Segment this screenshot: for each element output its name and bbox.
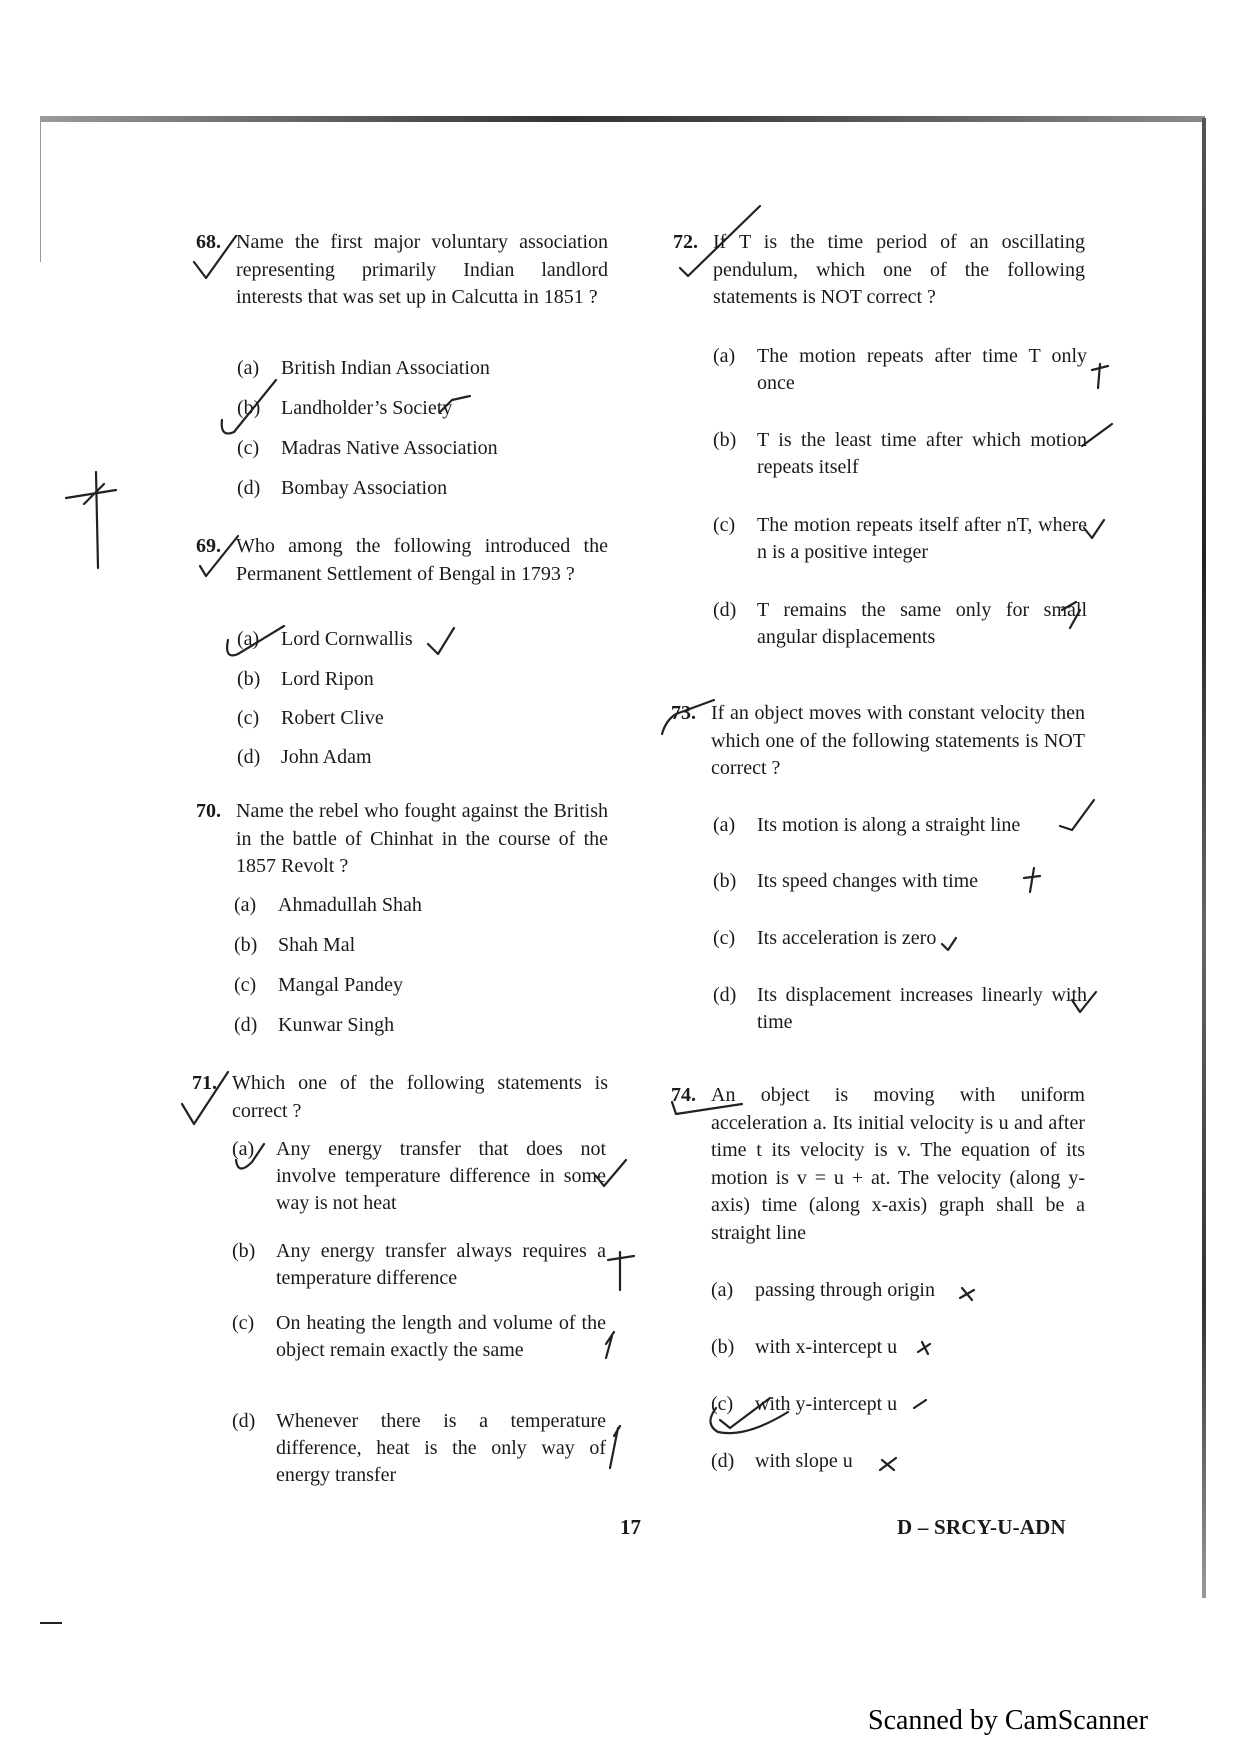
option-label: (a) (237, 628, 260, 650)
option-text: The motion repeats itself after nT, where n is a positive integer (757, 514, 1087, 563)
question-stem: An object is moving with uniform acceleration a. Its initial velocity is u and after time t its velocity is v. The equation of its motion is v = u + at. The velocity (along y-axis) time (along x-axis) graph shall be a straight line (711, 1084, 1085, 1244)
cross-mark-72a (1092, 364, 1108, 388)
question-72 (673, 229, 1085, 312)
cross-mark-71c (606, 1332, 614, 1358)
option-text: Bombay Association (281, 477, 448, 499)
option-text: Any energy transfer always requires a temperature difference (276, 1240, 606, 1289)
question-68 (196, 229, 608, 312)
option-text: Mangal Pandey (278, 974, 403, 996)
cross-mark-margin (66, 472, 116, 568)
question-number: 69. (196, 535, 221, 557)
option-label: (a) (232, 1138, 255, 1160)
question-number: 68. (196, 231, 221, 253)
question-number: 70. (196, 800, 221, 822)
option-label: (c) (713, 927, 736, 949)
question-number: 74. (671, 1084, 696, 1106)
left-page-edge (40, 122, 41, 262)
option-text: T remains the same only for small angular displacements (757, 599, 1087, 648)
option-label: (b) (711, 1336, 735, 1358)
option-label: (a) (713, 814, 736, 836)
option-text: passing through origin (755, 1279, 935, 1301)
option-label: (a) (713, 345, 736, 367)
option-text: Lord Ripon (281, 668, 374, 690)
option-text: with y-intercept u (755, 1393, 898, 1415)
page-number: 17 (620, 1515, 641, 1539)
option-text: Its speed changes with time (757, 870, 979, 892)
tick-mark-72c (1084, 520, 1104, 538)
option-text: Robert Clive (281, 707, 384, 729)
question-stem: Name the rebel who fought against the British in the battle of Chinhat in the course of the 1857 Revolt ? (236, 800, 608, 877)
option-label: (c) (232, 1312, 255, 1334)
option-text: Kunwar Singh (278, 1014, 395, 1036)
option-text: Its displacement increases linearly with time (757, 984, 1087, 1033)
option-label: (d) (711, 1450, 735, 1472)
option-text: John Adam (281, 746, 372, 768)
option-label: (d) (237, 746, 261, 768)
option-label: (c) (713, 514, 736, 536)
question-71 (192, 1070, 608, 1125)
cross-mark-71b (608, 1252, 634, 1290)
option-text: Its acceleration is zero (757, 927, 937, 949)
question-stem: Who among the following introduced the Permanent Settlement of Bengal in 1793 ? (236, 535, 608, 585)
option-text: Shah Mal (278, 934, 356, 956)
option-label: (c) (711, 1393, 734, 1415)
option-text: Its motion is along a straight line (757, 814, 1021, 836)
option-label: (a) (237, 357, 260, 379)
option-text: On heating the length and volume of the object remain exactly the same (276, 1312, 606, 1361)
booklet-code: D – SRCY-U-ADN (897, 1515, 1066, 1539)
question-stem: If an object moves with constant velocity then which one of the following statements is NOT correct ? (711, 702, 1085, 779)
question-number: 73. (671, 702, 696, 724)
option-text: Ahmadullah Shah (278, 894, 422, 916)
option-text: The motion repeats after time T only once (757, 345, 1087, 394)
option-label: (b) (237, 397, 261, 419)
option-text: Madras Native Association (281, 437, 498, 459)
right-page-edge (1202, 118, 1206, 1598)
option-text: Landholder’s Society (281, 397, 453, 419)
option-label: (d) (713, 984, 737, 1006)
question-number: 72. (673, 231, 698, 253)
question-stem: Which one of the following statements is correct ? (232, 1072, 608, 1122)
question-70 (196, 798, 608, 881)
option-text: T is the least time after which motion repeats itself (757, 429, 1087, 478)
option-text: British Indian Association (281, 357, 490, 379)
option-text: Lord Cornwallis (281, 628, 413, 650)
option-label: (b) (234, 934, 258, 956)
top-border-rule (40, 116, 1205, 122)
option-label: (c) (237, 707, 260, 729)
option-label: (a) (711, 1279, 734, 1301)
option-label: (d) (237, 477, 261, 499)
option-text: Any energy transfer that does not involve temperature difference in some way is not heat (276, 1138, 606, 1214)
option-label: (b) (232, 1240, 256, 1262)
scanner-watermark: Scanned by CamScanner (868, 1705, 1148, 1736)
question-stem: If T is the time period of an oscillating pendulum, which one of the following statements is NOT correct ? (713, 231, 1085, 308)
question-stem: Name the first major voluntary association representing primarily Indian landlord interests that was set up in Calcutta in 1851 ? (236, 231, 608, 308)
option-label: (d) (713, 599, 737, 621)
question-73 (671, 700, 1085, 783)
option-label: (c) (237, 437, 260, 459)
left-margin-tick (40, 1622, 62, 1624)
question-number: 71. (192, 1072, 217, 1094)
option-label: (d) (234, 1014, 258, 1036)
question-69 (196, 533, 608, 588)
option-label: (b) (713, 429, 737, 451)
option-label: (b) (713, 870, 737, 892)
option-label: (b) (237, 668, 261, 690)
option-text: with slope u (755, 1450, 853, 1472)
option-label: (a) (234, 894, 257, 916)
option-label: (d) (232, 1410, 256, 1432)
option-text: Whenever there is a temperature difference, heat is the only way of energy transfer (276, 1410, 606, 1486)
option-text: with x-intercept u (755, 1336, 898, 1358)
option-label: (c) (234, 974, 257, 996)
cross-mark-71d (610, 1426, 620, 1468)
question-74 (671, 1082, 1085, 1247)
tick-mark-69a-end (428, 628, 454, 654)
